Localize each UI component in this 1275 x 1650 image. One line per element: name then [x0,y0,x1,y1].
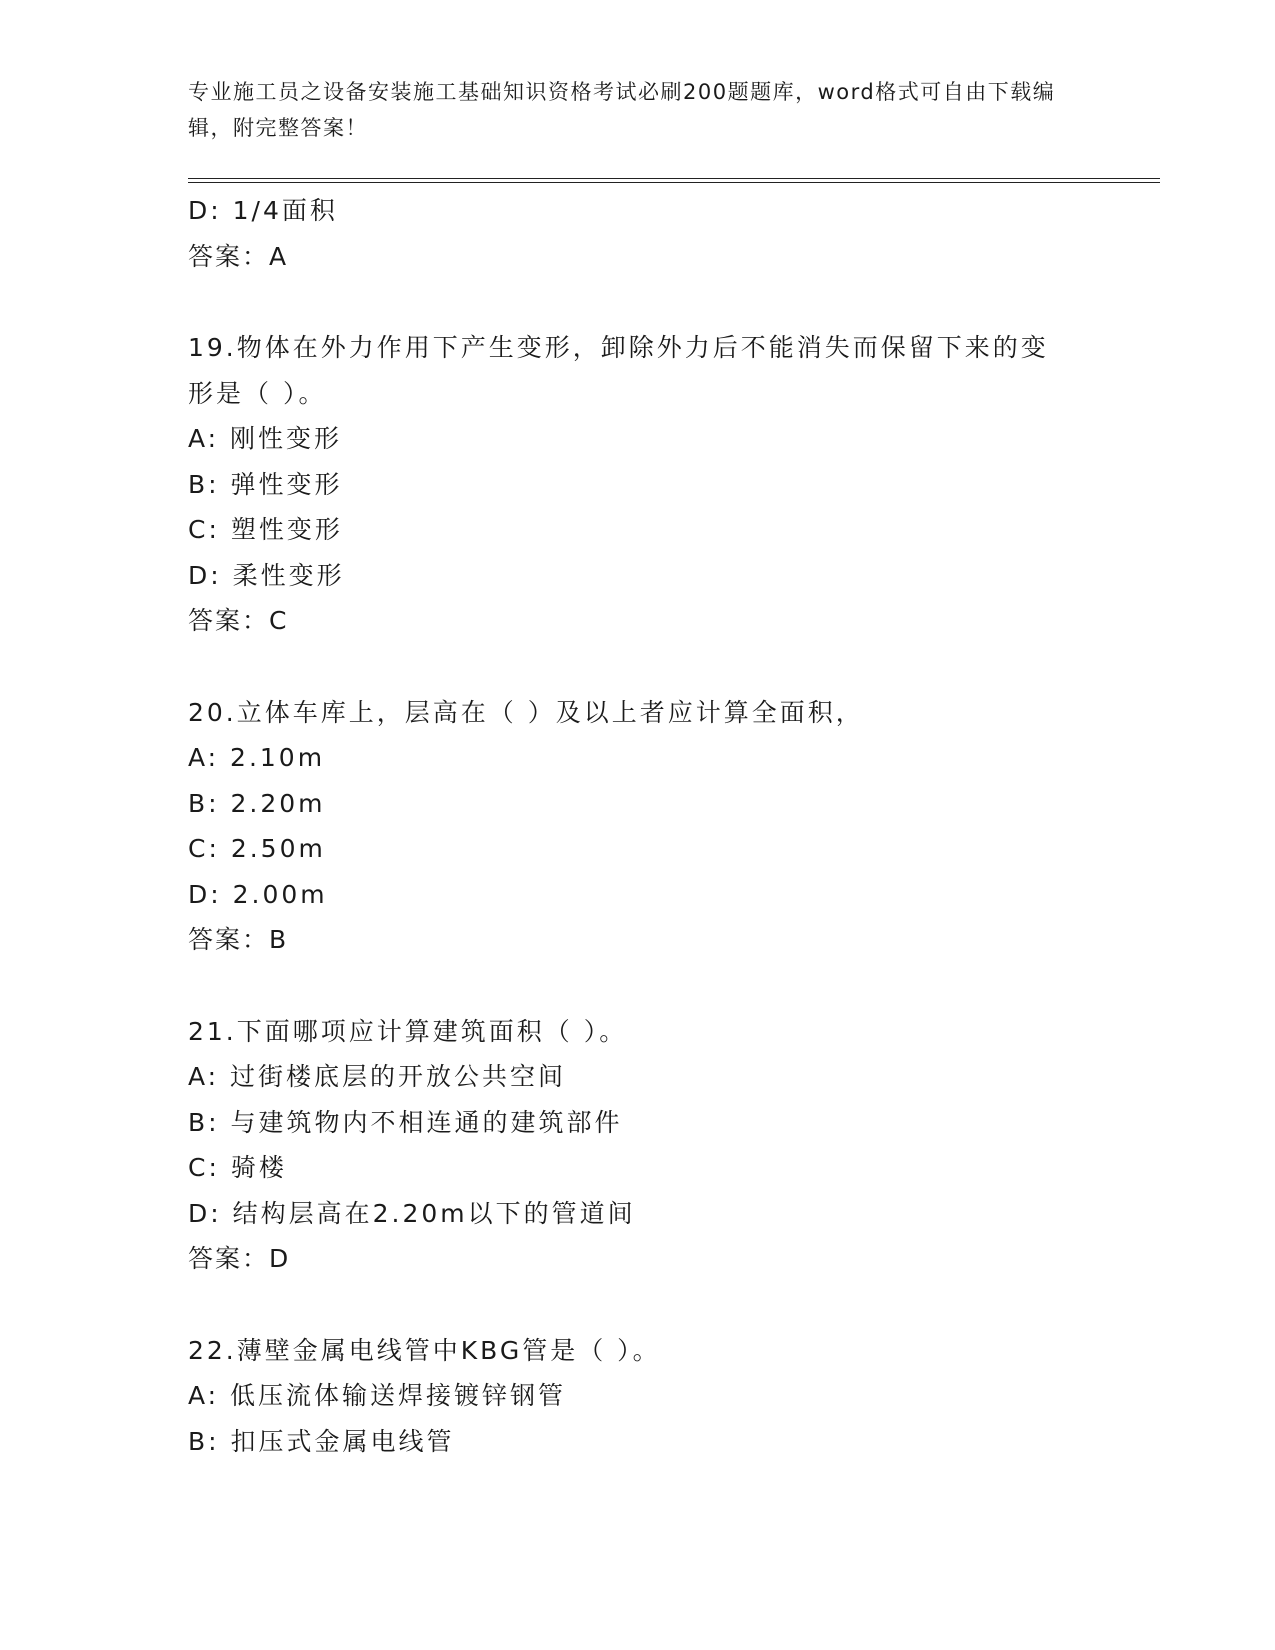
option-b: B: 扣压式金属电线管 [188,1426,455,1456]
header-divider [188,178,1160,183]
option-c: C: 塑性变形 [188,515,343,544]
spacer [188,279,1088,325]
spacer [188,644,1088,690]
question-20 [188,690,1088,963]
answer: 答案：C [188,606,289,635]
question-stem: 19.物体在外力作用下产生变形，卸除外力后不能消失而保留下来的变形是（ ）。 [188,333,1049,408]
document-header-title: 专业施工员之设备安装施工基础知识资格考试必刷200题题库，word格式可自由下载编辑，附完整答案！ [188,80,1056,140]
option-a: A: 低压流体输送焊接镀锌钢管 [188,1381,567,1410]
option-d: D: 1/4面积 [188,196,338,225]
question-stem: 21.下面哪项应计算建筑面积（ ）。 [188,1016,628,1046]
question-stem: 22.薄壁金属电线管中KBG管是（ ）。 [188,1335,661,1365]
option-d: D: 结构层高在2.20m以下的管道间 [188,1198,636,1228]
question-22 [188,1328,1088,1465]
answer: 答案：B [188,925,289,954]
spacer [188,1282,1088,1328]
option-d: D: 2.00m [188,879,328,909]
option-b: B: 2.20m [188,788,326,818]
option-b: B: 与建筑物内不相连通的建筑部件 [188,1107,623,1137]
option-d: D: 柔性变形 [188,560,345,590]
option-a: A: 过街楼底层的开放公共空间 [188,1062,567,1091]
answer: 答案：A [188,241,289,271]
question-18-tail [188,188,1088,279]
option-a: A: 2.10m [188,743,326,772]
option-c: C: 2.50m [188,834,326,863]
question-19 [188,325,1088,644]
option-a: A: 刚性变形 [188,424,343,453]
question-content [188,188,1088,1464]
question-stem: 20.立体车库上，层高在（ ）及以上者应计算全面积， [188,697,864,727]
option-b: B: 弹性变形 [188,469,343,499]
option-c: C: 骑楼 [188,1153,287,1182]
question-21 [188,1009,1088,1282]
spacer [188,963,1088,1009]
answer: 答案：D [188,1244,291,1273]
